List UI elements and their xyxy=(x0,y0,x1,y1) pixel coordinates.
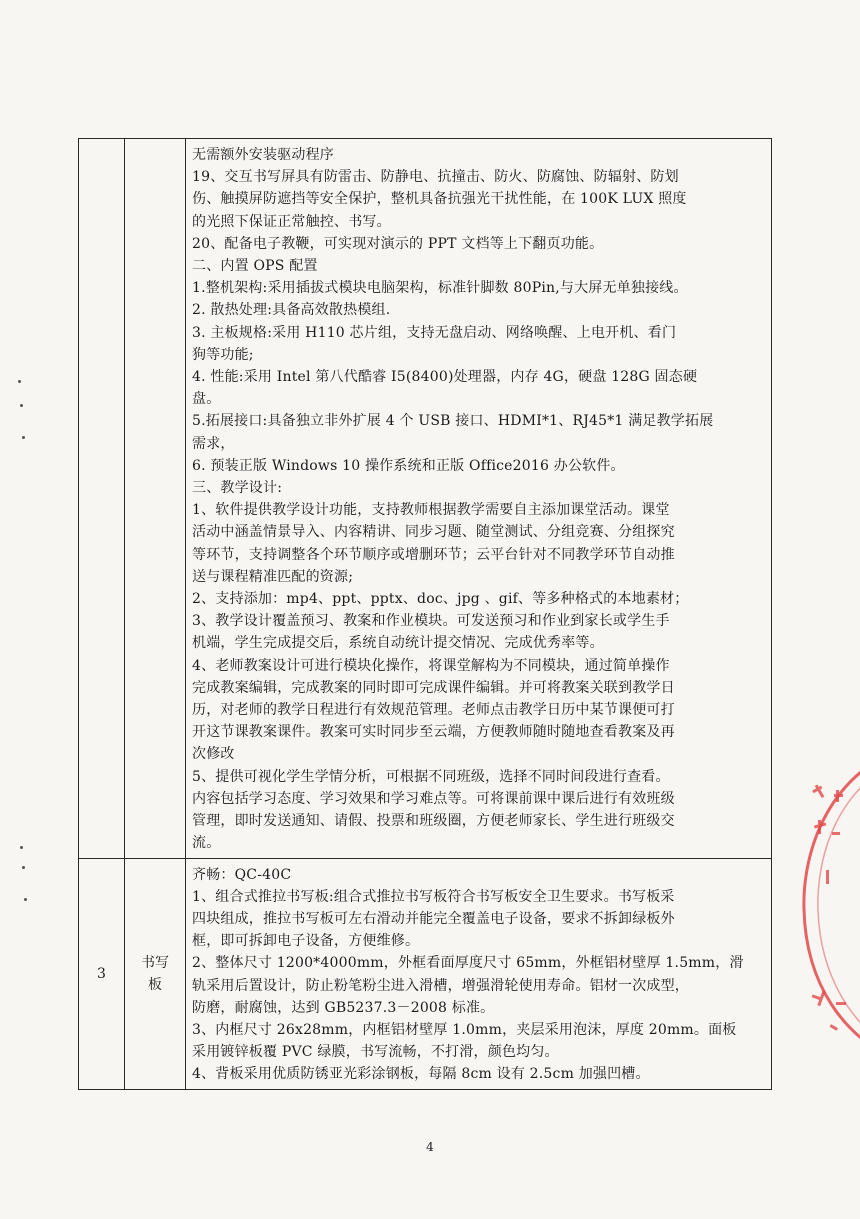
content-lines xyxy=(192,864,763,1086)
text-line: 2、支持添加：mp4、ppt、pptx、doc、jpg 、gif、等多种格式的本地素材； xyxy=(192,591,689,608)
text-line: 轨采用后置设计，防止粉笔粉尘进入滑槽，增强滑轮使用寿命。铝材一次成型， xyxy=(192,977,689,994)
text-line: 开这节课教案课件。教案可实时同步至云端，方便教师随时随地查看教案及再 xyxy=(192,724,675,741)
text-line: 4、背板采用优质防锈亚光彩涂钢板，每隔 8cm 设有 2.5cm 加强凹槽。 xyxy=(192,1066,650,1083)
text-line: 三、教学设计: xyxy=(192,480,283,497)
row-content-cell xyxy=(186,858,772,1089)
table-row-continued xyxy=(79,139,772,859)
text-line: 需求， xyxy=(192,435,235,452)
text-line: 2、整体尺寸 1200*4000mm，外框看面厚度尺寸 65mm，外框铝材壁厚 1.5mm，滑 xyxy=(192,955,744,972)
text-line: 流。 xyxy=(192,835,221,852)
text-line: 20、配备电子教鞭，可实现对演示的 PPT 文档等上下翻页功能。 xyxy=(192,235,604,252)
text-line: 无需额外安装驱动程序 xyxy=(192,147,334,163)
text-line: 5、提供可视化学生学情分析，可根据不同班级，选择不同时间段进行查看。 xyxy=(192,768,670,785)
content-lines xyxy=(192,144,763,855)
row-name-cell xyxy=(125,139,186,859)
row-number-cell xyxy=(79,139,125,859)
row-name: 书写板 xyxy=(141,954,169,993)
text-line: 4. 性能:采用 Intel 第八代酷睿 I5(8400)处理器，内存 4G，硬盘 128G 固态硬 xyxy=(192,369,698,386)
text-line: 1.整机架构:采用插拔式模块电脑架构，标准针脚数 80Pin,与大屏无单独接线。 xyxy=(192,280,688,297)
text-line: 活动中涵盖情景导入、内容精讲、同步习题、随堂测试、分组竞赛、分组探究 xyxy=(192,524,675,541)
text-line: 送与课程精准匹配的资源; xyxy=(192,568,354,585)
text-line: 二、内置 OPS 配置 xyxy=(192,258,318,275)
text-line: 框，即可拆卸电子设备，方便维修。 xyxy=(192,933,420,950)
text-line: 19、交互书写屏具有防雷击、防静电、抗撞击、防火、防腐蚀、防辐射、防划 xyxy=(192,169,679,186)
text-line: 内容包括学习态度、学习效果和学习难点等。可将课前课中课后进行有效班级 xyxy=(192,790,675,807)
text-line: 3、内框尺寸 26x28mm，内框铝材壁厚 1.0mm，夹层采用泡沫，厚度 20mm。面板 xyxy=(192,1021,737,1038)
text-line: 防磨，耐腐蚀，达到 GB5237.3－2008 标准。 xyxy=(192,999,495,1016)
table-row-3 xyxy=(79,858,772,1089)
text-line: 次修改 xyxy=(192,746,235,763)
row-number-cell: 3 xyxy=(79,858,125,1089)
page-number: 4 xyxy=(426,1140,434,1154)
text-line: 四块组成，推拉书写板可左右滑动并能完全覆盖电子设备，要求不拆卸绿板外 xyxy=(192,910,675,927)
text-line: 狗等功能; xyxy=(192,346,254,363)
text-line: 6. 预装正版 Windows 10 操作系统和正版 Office2016 办公软件。 xyxy=(192,457,625,474)
text-line: 历，对老师的教学日程进行有效规范管理。老师点击教学日历中某节课便可打 xyxy=(192,702,675,719)
text-line: 完成教案编辑，完成教案的同时即可完成课件编辑。并可将教案关联到教学日 xyxy=(192,679,675,696)
text-line: 4、老师教案设计可进行模块化操作，将课堂解构为不同模块，通过简单操作 xyxy=(192,657,670,674)
row-name-cell xyxy=(125,858,186,1089)
text-line: 机端，学生完成提交后，系统自动统计提交情况、完成优秀率等。 xyxy=(192,635,604,652)
spec-table xyxy=(78,138,772,1090)
text-line: 3. 主板规格:采用 H110 芯片组，支持无盘启动、网络唤醒、上电开机、看门 xyxy=(192,324,677,341)
text-line: 伤、触摸屏防遮挡等安全保护，整机具备抗强光干扰性能，在 100K LUX 照度 xyxy=(192,191,687,208)
text-line: 盘。 xyxy=(192,391,221,408)
row-content-cell xyxy=(186,139,772,859)
text-line: 的光照下保证正常触控、书写。 xyxy=(192,213,391,230)
text-line: 采用镀锌板覆 PVC 绿膜，书写流畅，不打滑，颜色均匀。 xyxy=(192,1044,559,1061)
text-line: 1、软件提供教学设计功能，支持教师根据教学需要自主添加课堂活动。课堂 xyxy=(192,502,670,519)
text-line: 等环节，支持调整各个环节顺序或增删环节；云平台针对不同教学环节自动推 xyxy=(192,546,675,563)
text-line: 5.拓展接口:具备独立非外扩展 4 个 USB 接口、HDMI*1、RJ45*1 满足教学拓展 xyxy=(192,413,714,430)
text-line: 3、教学设计覆盖预习、教案和作业模块。可发送预习和作业到家长或学生手 xyxy=(192,613,670,630)
text-line: 管理，即时发送通知、请假、投票和班级圈，方便老师家长、学生进行班级交 xyxy=(192,813,675,830)
text-line: 2. 散热处理:具备高效散热模组. xyxy=(192,302,391,319)
red-seal-stamp xyxy=(790,740,860,1070)
text-line: 齐畅：QC-40C xyxy=(192,866,292,883)
text-line: 1、组合式推拉书写板:组合式推拉书写板符合书写板安全卫生要求。书写板采 xyxy=(192,888,675,905)
